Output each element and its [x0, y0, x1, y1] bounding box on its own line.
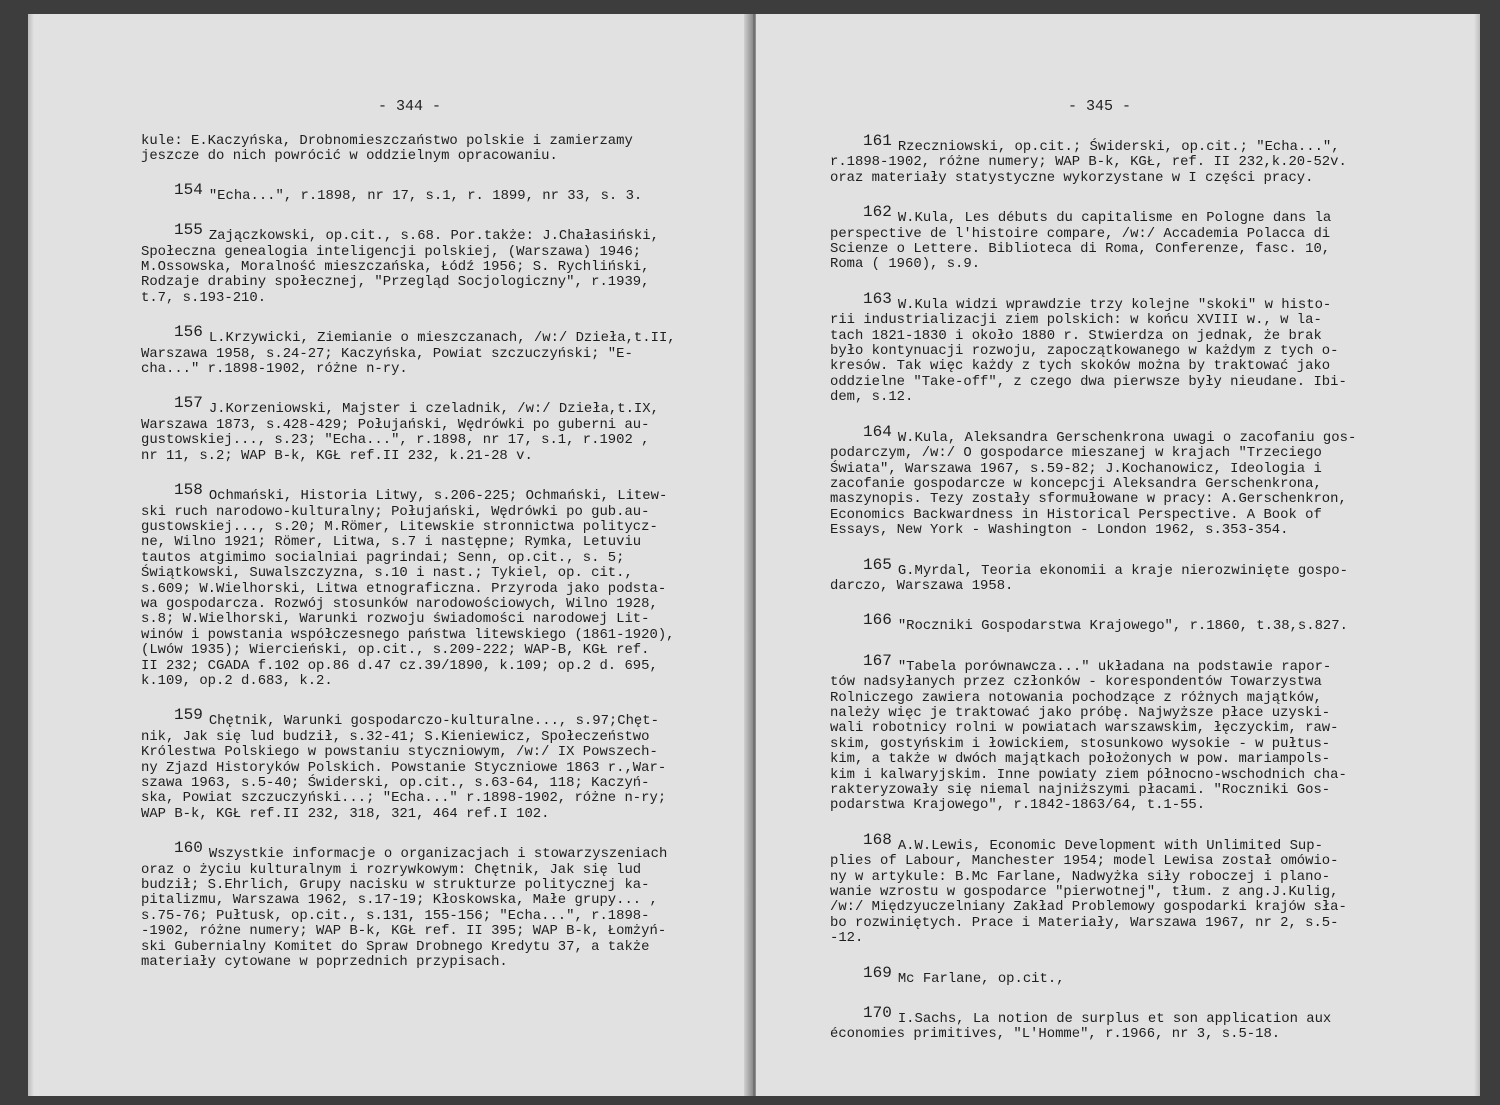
page-edge	[1474, 14, 1480, 1096]
footnote	[141, 841, 709, 970]
footnote-number: 170	[863, 1004, 892, 1023]
footnote-number: 167	[863, 651, 892, 670]
footnote	[830, 289, 1382, 406]
footnote	[830, 555, 1382, 595]
footnote	[141, 483, 709, 689]
footnote-number: 155	[174, 221, 203, 240]
page-edge	[28, 14, 34, 1096]
footnote	[830, 205, 1382, 273]
footnote	[830, 422, 1382, 539]
footnote	[141, 396, 709, 464]
footnote	[830, 1006, 1382, 1043]
footnote-list	[830, 134, 1382, 1043]
footnote-number: 159	[174, 706, 203, 725]
footnote-number: 160	[174, 839, 203, 858]
footnote-text: I.Sachs, La notion de surplus et son application aux économies primitives, "L'Homme", r.1966, nr 3, s.5-18.	[830, 1011, 1332, 1043]
footnote-text: "Echa...", r.1898, nr 17, s.1, r. 1899, nr 33, s. 3.	[208, 187, 643, 204]
page-number: - 345 -	[1068, 98, 1132, 115]
footnote-text: G.Myrdal, Teoria ekonomii a kraje nierozwinięte gospo- darczo, Warszawa 1958.	[830, 562, 1348, 594]
footnote-list	[141, 180, 709, 971]
left-page-content	[141, 134, 709, 989]
footnote	[830, 134, 1382, 186]
footnote-number: 163	[863, 289, 892, 308]
footnote	[830, 963, 1382, 987]
footnote-number: 165	[863, 555, 892, 574]
footnote-text: W.Kula widzi wprawdzie trzy kolejne "skoki" w histo- rii industrializacji ziem polskich: w końcu XVIII w., w la- tach 1821-1830 i około 1880 r. Stwierdza on jednak, że brak było kontynuacji rozwoju, zapoczątkowanego w każdym z tych o- kresów. Tak więc każdy z tych skoków można by traktować jako oddzielne "Take-off", z czego dwa pierwsze były nieudane. Ibi- dem, s.12.	[830, 296, 1347, 406]
footnote	[141, 325, 709, 377]
footnote-number: 164	[863, 422, 892, 441]
footnote-text: Chętnik, Warunki gospodarczo-kulturalne..., s.97;Chęt- nik, Jak się lud budził, s.32-41; S.Kieniewicz, Społeczeństwo Królestwa Polskiego w powstaniu styczniowym, /w:/ IX Powszech- ny Zjazd Historyków Polskich. Powstanie Styczniowe 1863 r.,War- szawa 1963, s.5-40; Świderski, op.cit., s.63-64, 118; Kaczyń- ska, Powiat szczuczyński...; "Echa..." r.1898-1902, różne n-ry; WAP B-k, KGŁ ref.II 232, 318, 321, 464 ref.I 102.	[141, 713, 667, 822]
footnote-text: Mc Farlane, op.cit.,	[897, 970, 1065, 987]
page-number: - 344 -	[378, 98, 442, 115]
footnote	[141, 223, 709, 306]
footnote	[830, 830, 1382, 947]
footnote-text: W.Kula, Les débuts du capitalisme en Pologne dans la perspective de l'histoire compare, /w:/ Accademia Polacca di Scienze o Lettere. Biblioteca di Roma, Conferenze, fasc. 10, Roma ( 1960), s.9.	[830, 210, 1332, 273]
right-page	[756, 14, 1480, 1096]
footnote-number: 156	[174, 323, 203, 342]
left-page	[28, 14, 752, 1096]
footnote-text: "Tabela porównawcza..." układana na podstawie rapor- tów nadsyłanych przez członków - korespondentów Towarzystwa Rolniczego zawiera notowania pochodzące z różnych majątków, należy więc je traktować jako próbę. Najwyższe płace uzyski- wali robotnicy rolni w powiatach warszawskim, łęczyckim, raw- skim, gostyńskim i łowickiem, stosunkowo wysokie - w pułtus- kim, a także w dwóch majątkach położonych w pow. mariampols- kim i kalwaryjskim. Inne powiaty ziem północno-wschodnich cha- rakteryzowały się niemal najniższymi płacami. "Roczniki Gos- podarstwa Krajowego", r.1842-1863/64, t.1-55.	[830, 658, 1347, 814]
footnote-number: 158	[174, 481, 203, 500]
footnote-number: 168	[863, 830, 892, 849]
footnote-text: Wszystkie informacje o organizacjach i stowarzyszeniach oraz o życiu kulturalnym i rozrywkowym: Chętnik, Jak się lud budził; S.Ehrlich, Grupy nacisku w strukturze politycznej ka- pitalizmu, Warszawa 1962, s.17-19; Kłoskowska, Małe grupy... , s.75-76; Pułtusk, op.cit., s.131, 155-156; "Echa...", r.1898- -1902, różne numery; WAP B-k, KGŁ ref. II 395; WAP B-k, Łomżyń- ski Gubernialny Komitet do Spraw Drobnego Kredytu 37, a także materiały cytowane w poprzednich przypisach.	[141, 846, 668, 971]
footnote-text: A.W.Lewis, Economic Development with Unlimited Sup- plies of Labour, Manchester 1954; model Lewisa został omówio- ny w artykule: B.Mc Farlane, Nadwyżka siły roboczej i plano- wanie wzrostu w gospodarce "pierwotnej", tłum. z ang.J.Kulig, /w:/ Międzyuczelniany Zakład Problemowy gospodarki krajów sła- bo rozwiniętych. Prace i Materiały, Warszawa 1967, nr 2, s.5- -12.	[830, 837, 1347, 947]
footnote	[830, 613, 1382, 634]
footnote-text: L.Krzywicki, Ziemianie o mieszczanach, /w:/ Dzieła,t.II, Warszawa 1958, s.24-27; Kaczyńska, Powiat szczuczyński; "E- cha..." r.1898-1902, różne n-ry.	[141, 330, 676, 378]
footnote-text: J.Korzeniowski, Majster i czeladnik, /w:/ Dzieła,t.IX, Warszawa 1873, s.428-429; Połujański, Wędrówki po guberni au- gustowskiej..., s.23; "Echa...", r.1898, nr 17, s.1, r.1902 , nr 11, s.2; WAP B-k, KGŁ ref.II 232, k.21-28 v.	[141, 401, 659, 464]
footnote-number: 161	[863, 132, 892, 150]
footnote-text: "Roczniki Gospodarstwa Krajowego", r.1860, t.38,s.827.	[897, 618, 1348, 635]
footnote	[141, 180, 709, 204]
footnote-number: 157	[174, 394, 203, 413]
footnote-text: Ochmański, Historia Litwy, s.206-225; Ochmański, Litew- ski ruch narodowo-kulturalny; Połujański, Wędrówki po gub.au- gustowskiej..., s.20; M.Römer, Litewskie stronnictwa politycz- ne, Wilno 1921; Römer, Litwa, s.7 i następne; Rymka, Letuviu tautos atgimimo socialniai pagrindai; Senn, op.cit., s. 5; Świątkowski, Suwalszczyzna, s.10 i nast.; Tykiel, op. cit., s.609; W.Wielhorski, Litwa etnograficzna. Przyroda jako podsta- wa gospodarcza. Rozwój stosunków narodowościowych, Wilno 1928, s.8; W.Wielhorski, Warunki rozwoju świadomości narodowej Lit- winów i powstania współczesnego państwa litewskiego (1861-1920), (Lwów 1935); Wiercieński, op.cit., s.209-222; WAP-B, KGŁ ref. II 232; CGADA f.102 op.86 d.47 cz.39/1890, k.109; op.2 d. 695, k.109, op.2 d.683, k.2.	[141, 488, 675, 689]
footnote-number: 154	[174, 180, 203, 199]
footnote-text: Zajączkowski, op.cit., s.68. Por.także: J.Chałasiński, Społeczna genealogia inteligencji polskiej, (Warszawa) 1946; M.Ossowska, Moralność mieszczańska, Łódź 1956; S. Rychliński, Rodzaje drabiny społecznej, "Przegląd Socjologiczny", r.1939, t.7, s.193-210.	[141, 228, 659, 306]
footnote-number: 169	[863, 963, 892, 982]
footnote-number: 162	[863, 203, 892, 222]
footnote-text: W.Kula, Aleksandra Gerschenkrona uwagi o zacofaniu gos- podarczym, /w:/ O gospodarce mieszanej w krajach "Trzeciego Świata", Warszawa 1967, s.59-82; J.Kochanowicz, Ideologia i zacofanie gospodarcze w koncepcji Aleksandra Gerschenkrona, maszynopis. Tezy zostały sformułowane w pracy: A.Gerschenkron, Economics Backwardness in Historical Perspective. A Book of Essays, New York - Washington - London 1962, s.353-354.	[830, 429, 1357, 539]
footnote-number: 166	[863, 611, 892, 630]
footnote-text: Rzeczniowski, op.cit.; Świderski, op.cit.; "Echa...", r.1898-1902, różne numery; WAP B-k, KGŁ, ref. II 232,k.20-52v. oraz materiały statystyczne wykorzystane w I części pracy.	[830, 139, 1347, 186]
footnote	[830, 651, 1382, 814]
continued-paragraph: kule: E.Kaczyńska, Drobnomieszczaństwo polskie i zamierzamy jeszcze do nich powrócić w oddzielnym opracowaniu.	[141, 133, 633, 165]
right-page-content	[830, 134, 1382, 1062]
footnote	[141, 708, 709, 822]
